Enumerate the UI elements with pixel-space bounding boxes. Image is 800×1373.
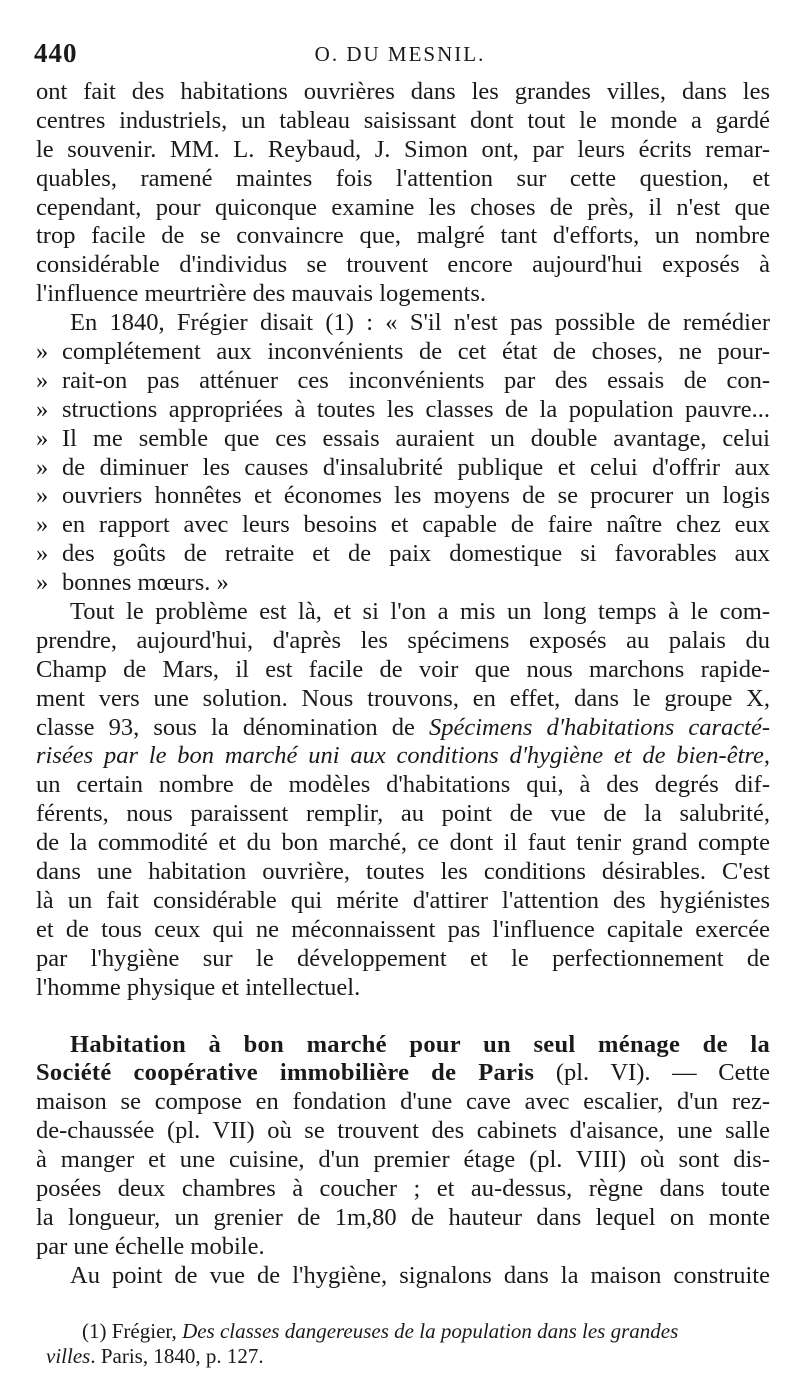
footnote-gap — [36, 1291, 770, 1319]
text-line: maison se compose en fondation d'une cave avec escalier, d'un rez- — [36, 1088, 770, 1116]
text-line: dans une habitation ouvrière, toutes les conditions désirables. C'est — [36, 858, 770, 886]
text-line: de-chaussée (pl. VII) où se trouvent des cabinets d'aisance, une salle — [36, 1117, 770, 1145]
footnote-line — [36, 1319, 770, 1344]
section-housing — [36, 1031, 770, 1291]
quote-line — [36, 338, 770, 367]
text-run: classe 93, sous la dénomination de — [36, 713, 429, 741]
page-body — [36, 78, 770, 1369]
text-line: cependant, pour quiconque examine les choses de près, il n'est que — [36, 193, 770, 221]
quote-text: bonnes mœurs. » — [62, 569, 229, 597]
footnote-title: villes — [46, 1343, 91, 1368]
text-run: (pl. VI). — Cette — [534, 1059, 770, 1087]
text-line: En 1840, Frégier disait (1) : « S'il n'est pas possible de remédier — [70, 309, 770, 337]
text-line: trop facile de se convaincre que, malgré tant d'efforts, un nombre — [36, 222, 770, 250]
text-line: ont fait des habitations ouvrières dans les grandes villes, dans les — [36, 78, 770, 105]
quote-text: ouvriers honnêtes et économes les moyens de se procurer un logis — [62, 482, 770, 510]
text-line: centres industriels, un tableau saisissant dont tout le monde a gardé — [36, 106, 770, 134]
text-line: l'homme physique et intellectuel. — [36, 973, 361, 1001]
text-line: de la commodité et du bon marché, ce dont il faut tenir grand compte — [36, 829, 770, 857]
quote-mark: » — [36, 511, 49, 539]
text-line: Au point de vue de l'hygiène, signalons dans la maison construite — [70, 1261, 770, 1289]
footnote-reference: . Paris, 1840, p. 127. — [90, 1343, 264, 1368]
quote-mark: » — [36, 424, 49, 452]
text-line: l'influence meurtrière des mauvais logements. — [36, 280, 487, 308]
quote-text: en rapport avec leurs besoins et capable de faire naître chez eux — [62, 511, 770, 539]
text-line: prendre, aujourd'hui, d'après les spécimens exposés au palais du — [36, 626, 770, 654]
footnote-line — [36, 1344, 770, 1369]
quote-line — [36, 569, 770, 598]
text-line: considérable d'individus se trouvent encore aujourd'hui exposés à — [36, 251, 770, 279]
text-line: là un fait considérable qui mérite d'attirer l'attention des hygiénistes — [36, 886, 770, 914]
quote-text: complétement aux inconvénients de cet état de choses, ne pour- — [62, 338, 770, 366]
text-line: et de tous ceux qui ne méconnaissent pas l'influence capitale exercée — [36, 915, 770, 943]
section-gap — [36, 1003, 770, 1031]
quote-line — [36, 425, 770, 454]
quote-text: Il me semble que ces essais auraient un double avantage, celui — [62, 424, 770, 452]
quote-mark: » — [36, 482, 49, 510]
quote-mark: » — [36, 338, 49, 366]
text-line: par une échelle mobile. — [36, 1232, 265, 1260]
paragraph-3 — [36, 598, 770, 1002]
text-line: quables, ramené maintes fois l'attention sur cette question, et — [36, 164, 770, 192]
quote-mark: » — [36, 453, 49, 481]
text-line: Champ de Mars, il est facile de voir que nous marchons rapide- — [36, 655, 770, 683]
quote-text: rait-on pas atténuer ces inconvénients par des essais de con- — [62, 366, 770, 394]
text-line: ment vers une solution. Nous trouvons, en effet, dans le groupe X, — [36, 684, 770, 712]
text-line — [36, 1059, 770, 1088]
quote-mark: » — [36, 569, 49, 597]
italic-run: Spécimens d'habitations caracté- — [428, 713, 770, 741]
quote-line — [36, 540, 770, 569]
footnote — [36, 1319, 770, 1369]
text-line: un certain nombre de modèles d'habitations qui, à des degrés dif- — [36, 771, 770, 799]
paragraph-2-quotation — [36, 309, 770, 598]
text-line: férents, nous paraissent remplir, au point de vue de la salubrité, — [36, 800, 770, 828]
quote-mark: » — [36, 540, 49, 568]
text-line — [36, 714, 770, 743]
text-line: posées deux chambres à coucher ; et au-dessus, règne dans toute — [36, 1174, 770, 1202]
quote-line — [36, 511, 770, 540]
quote-line — [36, 396, 770, 425]
section-heading: Habitation à bon marché pour un seul ménage de la — [70, 1030, 770, 1058]
page-number: 440 — [34, 38, 78, 68]
text-line: le souvenir. MM. L. Reybaud, J. Simon ont, par leurs écrits remar- — [36, 135, 770, 163]
italic-line: risées par le bon marché uni aux conditions d'hygiène et de bien-être, — [36, 742, 770, 770]
quote-line — [36, 482, 770, 511]
text-line: à manger et une cuisine, d'un premier étage (pl. VIII) où sont dis- — [36, 1146, 770, 1174]
footnote-marker: (1) — [82, 1318, 107, 1343]
page-header — [34, 38, 766, 72]
running-head: O. DU MESNIL. — [314, 42, 486, 66]
quote-text: de diminuer les causes d'insalubrité publique et celui d'offrir aux — [62, 453, 770, 481]
text-line: la longueur, un grenier de 1m,80 de hauteur dans lequel on monte — [36, 1203, 770, 1231]
text-line: Tout le problème est là, et si l'on a mis un long temps à le com- — [70, 598, 770, 626]
quote-line — [36, 367, 770, 396]
footnote-author: Frégier, — [106, 1318, 183, 1343]
paragraph-1 — [36, 78, 770, 309]
section-heading-cont: Société coopérative immobilière de Paris — [36, 1059, 535, 1087]
quote-line — [36, 454, 770, 483]
quote-mark: » — [36, 395, 49, 423]
footnote-title: Des classes dangereuses de la population dans les grandes — [182, 1318, 679, 1343]
text-line: par l'hygiène sur le développement et le perfectionnement de — [36, 944, 770, 972]
quote-text: structions appropriées à toutes les classes de la population pauvre... — [62, 395, 770, 423]
quote-text: des goûts de retraite et de paix domestique si favorables aux — [62, 540, 770, 568]
quote-mark: » — [36, 366, 49, 394]
